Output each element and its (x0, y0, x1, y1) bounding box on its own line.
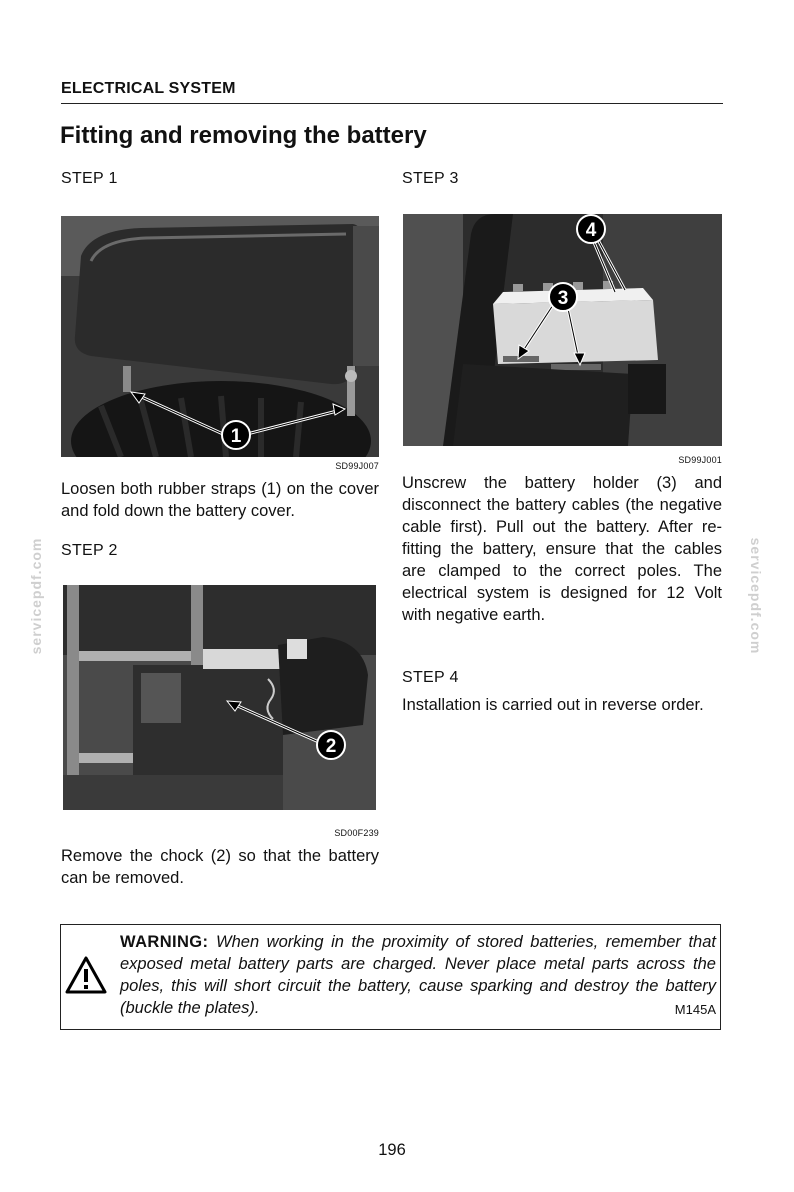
step-1-text: Loosen both rubber straps (1) on the cover and fold down the battery cover. (61, 480, 379, 520)
section-header: ELECTRICAL SYSTEM (61, 80, 236, 97)
step-3-label: STEP 3 (402, 170, 459, 187)
step-3-photo (403, 214, 722, 446)
header-rule (61, 103, 723, 104)
warning-label: WARNING: (120, 933, 209, 951)
watermark-left: servicepdf.com (28, 537, 44, 655)
warning-text: When working in the proximity of stored batteries, remember that exposed metal battery parts are charged. Never place metal parts across the poles, this will short circuit the battery, cause sparking and destroy the battery (buckle the plates). (120, 933, 716, 1017)
step-4-label: STEP 4 (402, 669, 459, 686)
watermark-right: servicepdf.com (748, 537, 764, 655)
step-2-label: STEP 2 (61, 542, 118, 559)
warning-triangle-icon (64, 955, 108, 995)
warning-text-block (120, 931, 716, 1021)
warning-code: M145A (674, 1002, 716, 1017)
step-2-photo (63, 585, 376, 810)
step-2-photo-code: SD00F239 (334, 828, 379, 838)
step-3-text: Unscrew the battery holder (3) and disconnect the battery cables (the negative cable first). Pull out the battery. After re-fitting the battery, ensure that the cables are clamped to the correct poles. The electrical system is designed for 12 Volt with negative earth. (402, 474, 722, 624)
step-1-label: STEP 1 (61, 170, 118, 187)
callout-2: 2 (325, 736, 337, 757)
callout-3: 3 (557, 288, 569, 309)
step-1-photo-code: SD99J007 (335, 461, 379, 471)
callout-4: 4 (585, 220, 597, 241)
page-number: 196 (378, 1141, 406, 1159)
step-2-text: Remove the chock (2) so that the battery can be removed. (61, 847, 379, 887)
callout-1: 1 (230, 426, 242, 447)
step-1-photo (61, 216, 379, 457)
page-title: Fitting and removing the battery (60, 122, 427, 149)
step-4-text: Installation is carried out in reverse order. (402, 696, 704, 714)
step-3-photo-code: SD99J001 (678, 455, 722, 465)
